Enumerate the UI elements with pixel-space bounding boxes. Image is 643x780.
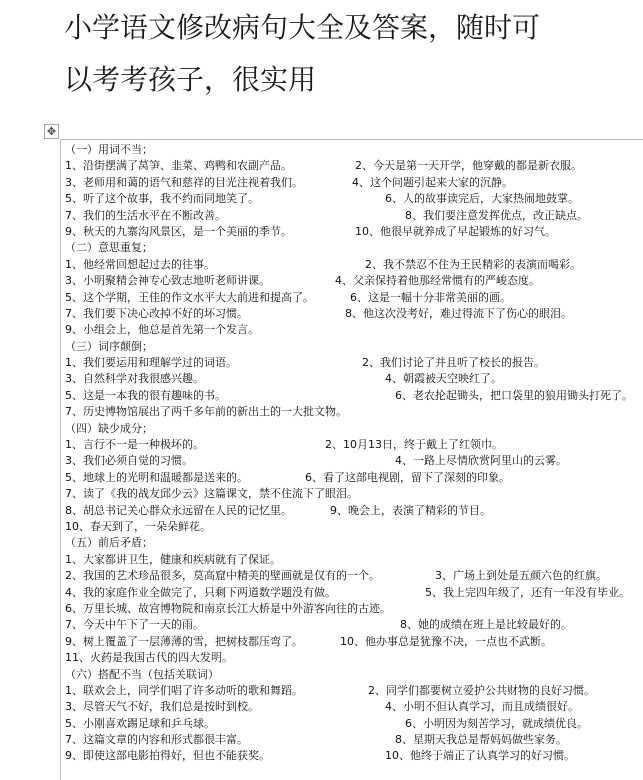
sentence-item: 4、这个问题引起来大家的沉静。 xyxy=(352,175,513,189)
sentence-row xyxy=(65,585,643,601)
sentence-item: 4、小明不但认真学习，而且成绩很好。 xyxy=(385,700,579,714)
content-table xyxy=(60,139,643,780)
sentence-item: 5、地球上的光明和温暖都是送来的。 xyxy=(65,470,248,484)
sentence-item: 10、春天到了，一朵朵鲜花。 xyxy=(65,519,211,533)
sentence-row xyxy=(65,421,643,437)
sentence-row xyxy=(65,617,643,633)
sentence-row xyxy=(65,158,643,174)
sentence-item: （二）意思重复； xyxy=(65,241,153,255)
sentence-item: 6、看了这部电视剧，留下了深刻的印象。 xyxy=(305,470,510,484)
sentence-row xyxy=(65,634,643,650)
sentence-item: 7、这篇文章的内容和形式都很丰富。 xyxy=(65,733,248,747)
sentence-item: 10、他终于端正了认真学习的好习惯。 xyxy=(385,749,575,763)
sentence-item: 2、10月13日，终于戴上了红领巾。 xyxy=(325,438,503,452)
sentence-row xyxy=(65,552,643,568)
sentence-item: 7、历史博物馆展出了两千多年前的新出土的一大批文物。 xyxy=(65,405,347,419)
sentence-row xyxy=(65,404,643,420)
sentence-item: 8、星期天我总是帮妈妈做些家务。 xyxy=(395,733,567,747)
sentence-row xyxy=(65,175,643,191)
sentence-item: 6、万里长城、故宫博物院和南京长江大桥是中外游客向往的古迹。 xyxy=(65,601,391,615)
sentence-row xyxy=(65,371,643,387)
sentence-item: 1、沿街摆满了莴笋、韭菜、鸡鸭和农副产品。 xyxy=(65,159,292,173)
sentence-item: 7、今天中午下了一天的雨。 xyxy=(65,618,204,632)
sentence-item: （五）前后矛盾； xyxy=(65,536,153,550)
sentence-item: 9、小组会上，他总是首先第一个发言。 xyxy=(65,323,259,337)
sentence-item: 4、朝霞被天空映红了。 xyxy=(385,372,502,386)
sentence-item: 6、这是一幅十分非常美丽的画。 xyxy=(350,290,511,304)
move-cross-icon[interactable]: ✥ xyxy=(44,124,59,139)
sentence-item: 3、自然科学对我很感兴趣。 xyxy=(65,372,204,386)
sentence-item: 5、小刚喜欢踢足球和乒乓球。 xyxy=(65,716,215,730)
sentence-item: 1、联欢会上，同学们唱了许多动听的歌和舞蹈。 xyxy=(65,683,303,697)
sentence-item: 9、即使这部电影拍得好，但也不能获奖。 xyxy=(65,749,270,763)
sentence-item: 1、他经常回想起过去的往事。 xyxy=(65,257,215,271)
sentence-item: 8、她的成绩在班上是比较最好的。 xyxy=(400,618,572,632)
title-line-2: 以考考孩子，很实用 xyxy=(64,63,317,96)
sentence-row xyxy=(65,388,643,404)
sentence-item: （三）词序颠倒； xyxy=(65,339,153,353)
sentence-item: 7、我们要下决心改掉不好的坏习惯。 xyxy=(65,306,248,320)
sentence-item: 2、同学们都要树立爱护公共财物的良好习惯。 xyxy=(368,683,595,697)
sentence-item: （四）缺少成分； xyxy=(65,421,153,435)
title-line-1: 小学语文修改病句大全及答案，随时可 xyxy=(64,11,541,44)
sentence-item: 6、小明因为刻苦学习，就成绩优良。 xyxy=(405,716,588,730)
sentence-row xyxy=(65,601,643,617)
sentence-item: 11、火药是我国古代的四大发明。 xyxy=(65,651,233,665)
sentence-item: 2、今天是第一天开学，他穿戴的都是新衣服。 xyxy=(355,159,582,173)
sentence-row xyxy=(65,437,643,453)
sentence-list xyxy=(65,142,643,765)
sentence-row xyxy=(65,470,643,486)
sentence-row xyxy=(65,306,643,322)
sentence-item: 10、他办事总是犹豫不决，一点也不武断。 xyxy=(340,634,552,648)
sentence-item: 4、我的家庭作业全做完了，只剩下两道数学题没有做。 xyxy=(65,585,336,599)
sentence-item: 5、听了这个故事，我不约而同地笑了。 xyxy=(65,192,259,206)
sentence-item: 4、父亲保持着他那经常惯有的严峻态度。 xyxy=(335,274,540,288)
sentence-item: （六）搭配不当（包括关联词） xyxy=(65,667,219,681)
sentence-item: 8、我们要注意发挥优点，改正缺点。 xyxy=(405,208,588,222)
sentence-row xyxy=(65,732,643,748)
sentence-item: （一）用词不当； xyxy=(65,143,153,156)
sentence-row xyxy=(65,290,643,306)
sentence-item: 1、言行不一是一种极坏的。 xyxy=(65,438,204,452)
sentence-item: 1、大家都讲卫生，健康和疾病就有了保证。 xyxy=(65,552,281,566)
sentence-row xyxy=(65,519,643,535)
sentence-row xyxy=(65,748,643,764)
sentence-row xyxy=(65,208,643,224)
sentence-item: 10、他很早就养成了早起锻炼的好习气。 xyxy=(355,224,556,238)
sentence-item: 8、他这次没考好，难过得流下了伤心的眼泪。 xyxy=(345,306,572,320)
article-title xyxy=(64,2,634,106)
sentence-row xyxy=(65,716,643,732)
sentence-item: 6、人的故事读完后，大家热闹地鼓掌。 xyxy=(385,192,579,206)
sentence-row xyxy=(65,273,643,289)
sentence-row xyxy=(65,224,643,240)
sentence-item: 4、一路上尽情欣赏阿里山的云雾。 xyxy=(395,454,567,468)
sentence-item: 5、这个学期，王佳的作文水平大大前进和提高了。 xyxy=(65,290,314,304)
sentence-row xyxy=(65,322,643,338)
sentence-item: 9、秋天的九寨沟风景区，是一个美丽的季节。 xyxy=(65,224,292,238)
sentence-row xyxy=(65,667,643,683)
sentence-row xyxy=(65,142,643,158)
sentence-item: 8、胡总书记关心群众永远留在人民的记忆里。 xyxy=(65,503,292,517)
sentence-row xyxy=(65,683,643,699)
sentence-row xyxy=(65,240,643,256)
sentence-row xyxy=(65,650,643,666)
sentence-item: 7、读了《我的战友邱少云》这篇课文，禁不住流下了眼泪。 xyxy=(65,487,358,501)
sentence-item: 1、我们要运用和理解学过的词语。 xyxy=(65,356,237,370)
sentence-row xyxy=(65,191,643,207)
sentence-item: 2、我国的艺术珍品很多，莫高窟中精美的壁画就是仅有的一个。 xyxy=(65,569,380,583)
sentence-item: 6、老农抡起锄头，把口袋里的狼用锄头打死了。 xyxy=(395,388,633,402)
sentence-item: 5、这是一本我的很有趣味的书。 xyxy=(65,388,226,402)
sentence-item: 9、晚会上，表演了精彩的节目。 xyxy=(330,503,491,517)
sentence-row xyxy=(65,339,643,355)
sentence-item: 3、老师用和蔼的语气和慈祥的目光注视着我们。 xyxy=(65,175,303,189)
sentence-row xyxy=(65,453,643,469)
sentence-item: 3、小明聚精会神专心致志地听老师讲课。 xyxy=(65,274,270,288)
sentence-row xyxy=(65,535,643,551)
sentence-row xyxy=(65,486,643,502)
sentence-row xyxy=(65,355,643,371)
sentence-item: 3、广场上到处是五颜六色的红旗。 xyxy=(435,569,607,583)
sentence-item: 7、我们的生活水平在不断改善。 xyxy=(65,208,226,222)
sentence-row xyxy=(65,699,643,715)
sentence-item: 2、我不禁忍不住为王民精彩的表演而喝彩。 xyxy=(365,257,581,271)
sentence-item: 3、尽管天气不好，我们总是按时到校。 xyxy=(65,700,259,714)
sentence-row xyxy=(65,568,643,584)
sentence-row xyxy=(65,503,643,519)
sentence-item: 9、树上覆盖了一层薄薄的雪，把树枝都压弯了。 xyxy=(65,634,303,648)
sentence-item: 5、我上完四年级了，还有一年没有毕业。 xyxy=(425,585,630,599)
sentence-item: 2、我们讨论了并且听了校长的报告。 xyxy=(362,356,545,370)
sentence-item: 3、我们必须自觉的习惯。 xyxy=(65,454,193,468)
sentence-row xyxy=(65,257,643,273)
